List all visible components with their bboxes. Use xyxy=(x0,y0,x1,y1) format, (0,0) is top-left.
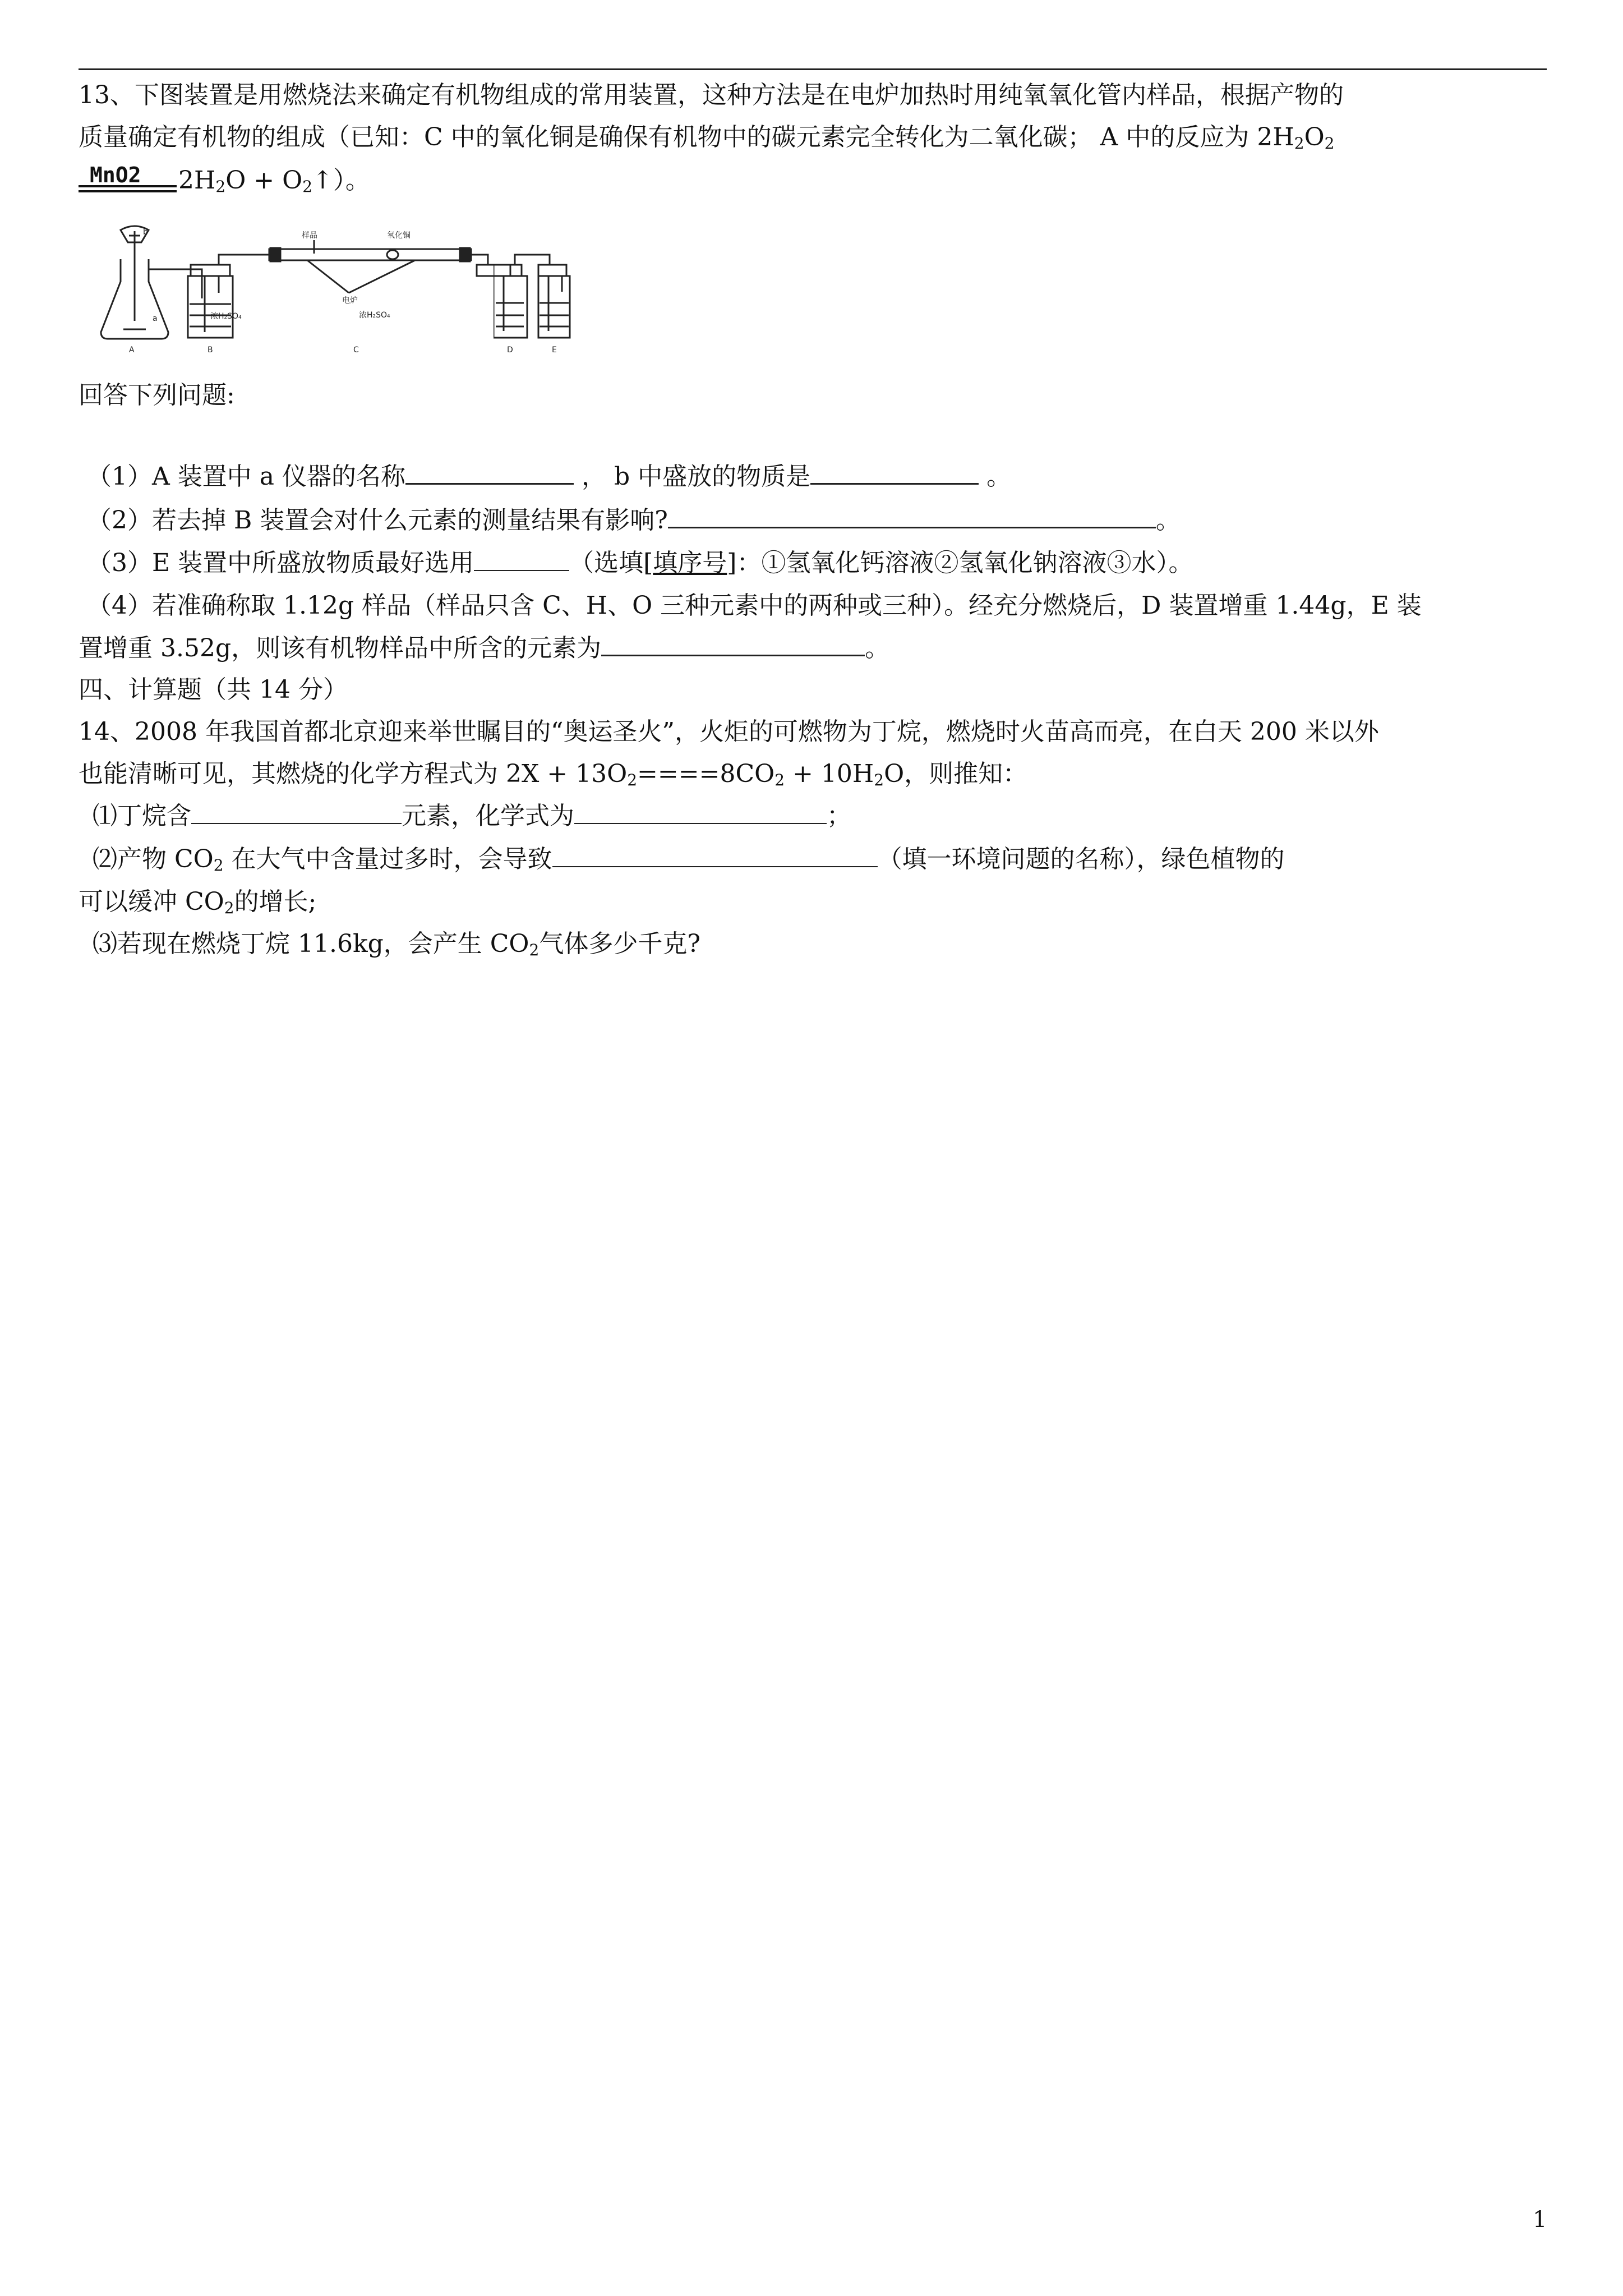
p1-text-a: ⑴丁烷含 xyxy=(93,802,191,830)
label-h2so4-d: 浓H₂SO₄ xyxy=(359,311,390,320)
sub3-text-a: （3）E 装置中所盛放物质最好选用 xyxy=(87,549,474,577)
answer-blank-environment[interactable] xyxy=(552,844,878,867)
sub3-text-c: ]：①氢氧化钙溶液②氢氧化钠溶液③水）。 xyxy=(727,549,1193,577)
label-e: E xyxy=(552,346,557,355)
subscript: 2 xyxy=(302,177,313,196)
q13-sub-4-line-1 xyxy=(87,589,1556,623)
q13-text-2-o: O xyxy=(1304,123,1325,151)
q13-text-1: 13、下图装置是用燃烧法来确定有机物组成的常用装置，这种方法是在电炉加热时用纯氧氧化管内样品，根据产物的 xyxy=(79,81,1344,109)
subscript: 2 xyxy=(213,856,224,875)
p2-text-b: 在大气中含量过多时，会导致 xyxy=(223,845,552,873)
label-a-small: a xyxy=(153,314,158,323)
sub1-text-a: （1）A 装置中 a 仪器的名称 xyxy=(87,462,405,491)
answer-blank-element[interactable] xyxy=(668,504,1156,528)
sub2-text-b: 。 xyxy=(1155,506,1181,535)
q13-line-3 xyxy=(79,164,1548,197)
catalyst-equals-sign xyxy=(79,164,178,197)
q14-text-2c: + 10H xyxy=(785,760,874,788)
subscript: 2 xyxy=(774,771,785,789)
p2-text-c: （填一环境问题的名称），绿色植物的 xyxy=(877,845,1285,873)
section4-title: 四、计算题（共 14 分） xyxy=(79,675,348,704)
answer-blank-a-instrument[interactable] xyxy=(405,461,574,485)
answer-blank-butane-elements[interactable] xyxy=(191,800,402,824)
q14-text-2a: 也能清晰可见，其燃烧的化学方程式为 2X + 13O xyxy=(79,760,628,788)
label-cuo: 氧化铜 xyxy=(387,231,411,240)
prompt-text: 回答下列问题: xyxy=(79,381,235,409)
q13-text-3c: ↑）。 xyxy=(312,166,370,195)
sub4-text-1: （4）若准确称取 1.12g 样品（样品只含 C、H、O 三种元素中的两种或三种）。经充分燃烧后，D 装置增重 1.44g，E 装 xyxy=(87,591,1422,620)
q13-prompt xyxy=(79,379,1548,412)
q14-text-2b: ====8CO xyxy=(637,760,775,788)
h2so4-d-label-box xyxy=(359,307,415,321)
p2-text-line2a: 可以缓冲 CO xyxy=(79,887,224,916)
answer-blank-formula[interactable] xyxy=(574,800,827,824)
q14-line-2 xyxy=(79,757,1548,791)
sub3-text-b: （选填[ xyxy=(569,549,653,577)
subscript: 2 xyxy=(874,771,884,789)
subscript: 2 xyxy=(529,941,540,959)
sub2-text-a: （2）若去掉 B 装置会对什么元素的测量结果有影响? xyxy=(87,506,668,535)
label-a: A xyxy=(129,346,135,355)
label-b-small: b xyxy=(143,228,148,237)
q13-text-3b: O + O xyxy=(225,166,303,195)
q13-text-3a: 2H xyxy=(178,166,216,195)
q13-sub-2 xyxy=(87,504,1556,537)
answer-blank-elements[interactable] xyxy=(601,632,865,656)
p1-text-b: 元素，化学式为 xyxy=(402,802,574,830)
subscript: 2 xyxy=(215,177,226,196)
subscript: 2 xyxy=(1324,134,1335,153)
label-b: B xyxy=(208,346,213,355)
q13-sub-1 xyxy=(87,460,1556,494)
label-sample: 样品 xyxy=(302,231,317,240)
page-number: 1 xyxy=(1533,2207,1547,2233)
q14-part-1 xyxy=(93,799,1562,833)
q13-text-2: 质量确定有机物的组成（已知：C 中的氧化铜是确保有机物中的碳元素完全转化为二氧化碳； A 中的反应为 2H xyxy=(79,123,1294,151)
p2-text-a: ⑵产物 CO xyxy=(93,845,214,873)
q14-text-2d: O，则推知： xyxy=(884,760,1028,788)
header-rule xyxy=(79,68,1547,70)
p2-text-line2b: 的增长; xyxy=(234,887,317,916)
q13-line-2 xyxy=(79,121,1548,154)
sub3-underlined: 填序号 xyxy=(653,549,727,577)
label-c: C xyxy=(353,346,359,355)
sub4-text-2b: 。 xyxy=(865,634,890,662)
p1-text-c: ； xyxy=(827,802,851,830)
answer-blank-choice[interactable] xyxy=(474,547,569,571)
label-d: D xyxy=(507,346,513,355)
subscript: 2 xyxy=(1294,134,1304,153)
combustion-tube-c xyxy=(269,249,471,260)
p3-text-a: ⑶若现在燃烧丁烷 11.6kg，会产生 CO xyxy=(93,930,529,958)
bottle-b xyxy=(188,276,233,338)
q14-line-1 xyxy=(79,715,1548,749)
p3-text-b: 气体多少千克? xyxy=(539,930,700,958)
section-heading xyxy=(79,673,1548,707)
sub1-text-b: ， b 中盛放的物质是 xyxy=(573,462,811,491)
catalyst-label: MnO2 xyxy=(90,163,141,187)
q13-line-1 xyxy=(79,79,1548,112)
q13-sub-3 xyxy=(87,546,1556,580)
label-h2so4-b: 浓H₂SO₄ xyxy=(210,312,242,321)
q14-part-3 xyxy=(93,927,1562,961)
q14-text-1: 14、2008 年我国首都北京迎来举世瞩目的“奥运圣火”，火炬的可燃物为丁烷，燃烧时火苗高而亮，在白天 200 米以外 xyxy=(79,717,1379,746)
label-furnace: 电炉 xyxy=(342,296,358,305)
q14-part-2 xyxy=(93,843,1562,876)
sub1-text-c: 。 xyxy=(979,462,1012,491)
apparatus-figure xyxy=(90,220,516,355)
answer-blank-b-substance[interactable] xyxy=(810,461,979,485)
bottles-d-e xyxy=(494,247,578,359)
sub4-text-2a: 置增重 3.52g，则该有机物样品中所含的元素为 xyxy=(79,634,602,662)
subscript: 2 xyxy=(224,899,234,917)
q14-part-2-line-2 xyxy=(79,885,1548,919)
subscript: 2 xyxy=(627,771,638,789)
q13-sub-4-line-2 xyxy=(79,632,1548,665)
